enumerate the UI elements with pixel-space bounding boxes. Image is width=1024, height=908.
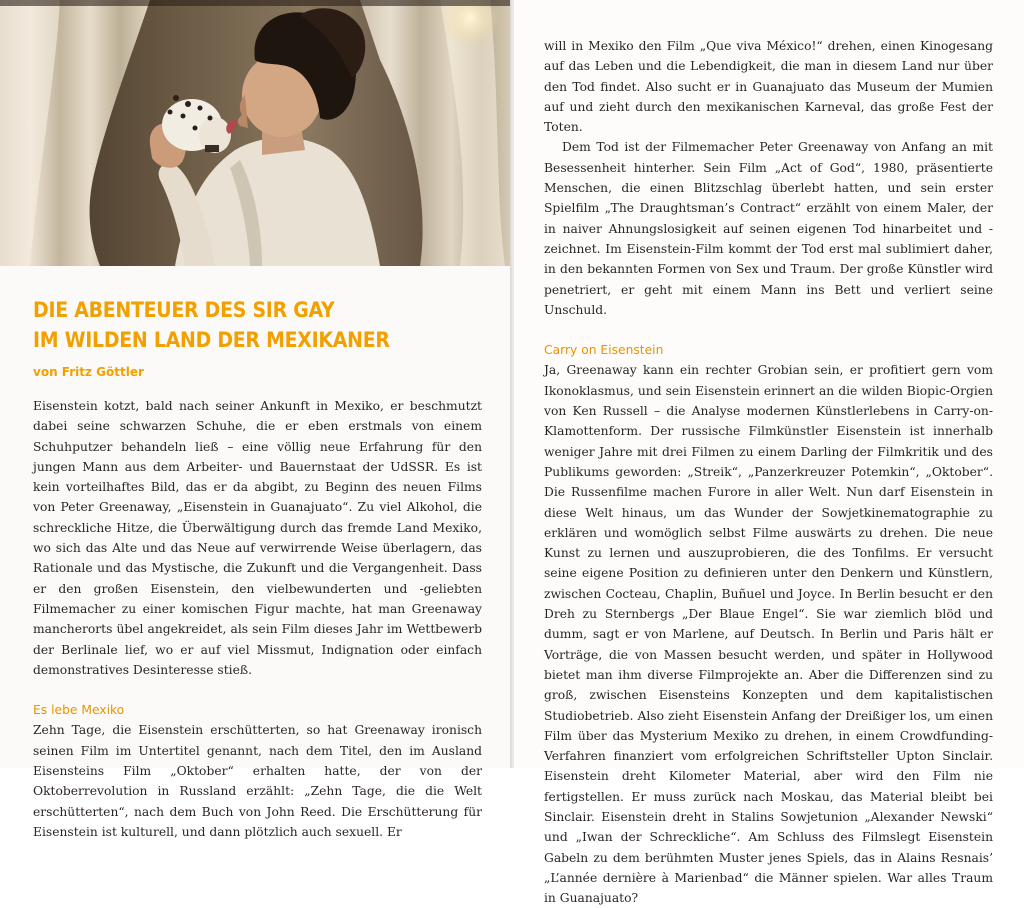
headline-line-1: DIE ABENTEUER DES SIR GAY — [33, 298, 335, 323]
film-still-photo — [0, 0, 512, 266]
left-column-body — [33, 396, 482, 842]
intro-paragraph: Eisenstein kotzt, bald nach seiner Ankunft in Mexiko, er beschmutzt dabei seine schwarzen Schuhe, die er eben erstmals von einem Schuhputzer behandeln ließ – eine völlig neue Erfahrung für den jungen Mann aus dem Arbeiter- und Bauernstaat der UdSSR. Es ist kein vorteilhaftes Bild, das er da abgibt, zu Beginn des neuen Films von Peter Greenaway, „Eisenstein in Guanajuato“. Zu viel Alkohol, die schreckliche Hitze, die Überwältigung durch das fremde Land Mexiko, wo sich das Alte und das Neue auf verwirrende Weise überlagern, das Rationale und das Mystische, die Zukunft und die Vergangenheit. Dass er den großen Eisenstein, den vielbewunderten und -geliebten Filmemacher zu einer komischen Figur machte, hat man Greenaway mancherorts übel angekreidet, als sein Film dieses Jahr im Wettbewerb der Berlinale lief, wo er auf viel Missmut, Indignation oder einfach demonstratives Desinteresse stieß. — [33, 399, 482, 677]
section2-paragraph-1: Ja, Greenaway kann ein rechter Grobian sein, er profitiert gern vom Ikonoklasmus, und sein Eisenstein erinnert an die wilden Biopic-Orgien von Ken Russell – die Analyse modernen Künstlerlebens in Carry-on-Klamottenform. Der russische Filmkünstler Eisenstein ist innerhalb weniger Jahre mit drei Filmen zu einem Darling der Filmkritik und des Publikums geworden: „Streik“, „Panzerkreuzer Potemkin“, „Oktober“. Die Russenfilme machen Furore in aller Welt. Nun darf Eisenstein in diese Welt hinaus, um das Wunder der Sowjetkinematographie zu erklären und womöglich selbst Filme auswärts zu drehen. Die neue Kunst zu lernen und auszuprobieren, die des Tonfilms. Er versucht seine eigene Position zu definieren unter den Denkern und Künstlern, zwischen Cocteau, Chaplin, Buñuel und Joyce. In Berlin besucht er den Dreh zu Sternbergs „Der Blaue Engel“. Sie war ziemlich blöd und dumm, sagt er von Marlene, auf Deutsch. In Berlin und Paris hält er Vorträge, die von Massen besucht werden, und später in Hollywood bietet man ihm diverse Filmprojekte an. Aber die Differenzen sind zu groß, zwischen Eisensteins Konzepten und dem kapitalistischen Studiobetrieb. Also zieht Eisenstein Anfang der Dreißiger los, um einen Film über das Mysterium Mexiko zu drehen, in einem Crowdfunding-Verfahren finanziert vom erfolgreichen Schriftsteller Upton Sinclair. Eisenstein dreht Kilometer Material, aber wird den Film nie fertigstellen. Er muss zurück nach Moskau, das Material bleibt bei Sinclair. Eisenstein dreht in Stalins Sowjetunion „Alexander Newski“ und „Iwan der Schreckliche“. Am Schluss des Filmslegt Eisenstein Gabeln zu dem berühmten Muster jenes Spiels, das in Alains Resnais’ „L’année dernière à Marienbad“ die Männer spielen. War alles Traum in Guanajuato? — [544, 363, 993, 906]
section-heading-es-lebe-mexiko: Es lebe Mexiko — [33, 703, 125, 718]
section-heading-carry-on-eisenstein: Carry on Eisenstein — [544, 343, 664, 358]
headline-line-2: IM WILDEN LAND DER MEXIKANER — [33, 328, 390, 353]
section1-paragraph-2: Dem Tod ist der Filmemacher Peter Greenaway von Anfang an mit Besessenheit hinterher. Sein Film „Act of God“, 1980, präsentierte Menschen, die einen Blitzschlag überlebt hatten, und sein erster Spielfilm „The Draughtsman’s Contract“ erzählt von einem Maler, der in naiver Ahnungslosigkeit auf seinen eigenen Tod hinarbeitet und -zeichnet. Im Eisenstein-Film kommt der Tod erst mal sublimiert daher, in den bekannten Formen von Sex und Traum. Der große Künstler wird penetriert, er geht mit einem Mann ins Bett und verliert seine Unschuld. — [544, 140, 993, 317]
section1-paragraph-1: Zehn Tage, die Eisenstein erschütterten, so hat Greenaway ironisch seinen Film im Untertitel genannt, nach dem Titel, den im Ausland Eisensteins Film „Oktober“ erhalten hatte, der von der Oktoberrevolution in Russland erzählt: „Zehn Tage, die die Welt erschütterten“, nach dem Buch von John Reed. Die Erschütterung für Eisenstein ist kulturell, und dann plötzlich auch sexuell. Er — [33, 723, 482, 839]
article-headline — [33, 296, 429, 356]
right-column-body — [544, 36, 993, 908]
section1-paragraph-1-continued: will in Mexiko den Film „Que viva México!“ drehen, einen Kinogesang auf das Leben und die Lebendigkeit, die man in diesem Land nur über den Tod findet. Also sucht er in Guanajuato das Museum der Mumien auf und zieht durch den mexikanischen Karneval, das große Fest der Toten. — [544, 39, 993, 135]
left-page — [0, 0, 512, 839]
byline: von Fritz Göttler — [33, 365, 144, 379]
